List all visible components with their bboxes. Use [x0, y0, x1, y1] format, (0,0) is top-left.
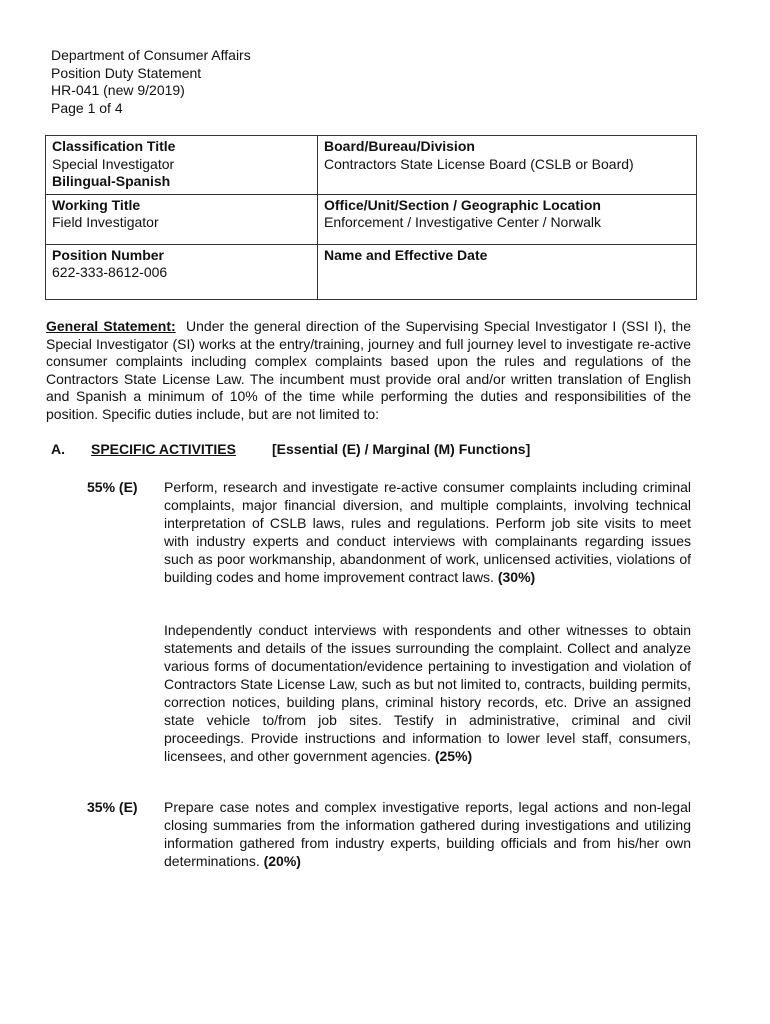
- department-name: Department of Consumer Affairs: [51, 47, 251, 63]
- office-label: Office/Unit/Section / Geographic Location: [324, 196, 601, 213]
- table-row: [46, 244, 697, 299]
- position-number-value: 622-333-8612-006: [52, 264, 168, 280]
- duty-paragraph: [164, 478, 691, 586]
- duty-text: Perform, research and investigate re-active consumer complaints including criminal complaints, major financial diversion, and multiple complaints, involving technical interpretation of CSLB laws, rules and regulations. Perform job site visits to meet with industry experts and conduct interviews with complainants regarding issues such as poor workmanship, abandonment of work, unlicensed activities, violations of building codes and home improvement contract laws.: [164, 479, 691, 585]
- working-title-cell: [46, 194, 318, 244]
- classification-label: Classification Title: [52, 138, 176, 154]
- classification-value: Special Investigator: [52, 155, 175, 172]
- position-info-table: [45, 135, 697, 300]
- duty-text: Prepare case notes and complex investigative reports, legal actions and non-legal closing summaries from the information gathered during investigations and utilizing information gathered from industry experts, building officials and from his/her own determinations.: [164, 799, 691, 869]
- office-cell: [318, 194, 697, 244]
- duty-paragraph: [164, 798, 691, 870]
- duty-percent: 35% (E): [87, 799, 138, 815]
- duty-paragraph: [164, 621, 691, 765]
- table-row: [46, 194, 697, 244]
- general-statement: [46, 318, 691, 423]
- table-row: [46, 136, 697, 195]
- position-number-label: Position Number: [52, 246, 165, 263]
- duty-share: (30%): [497, 569, 536, 585]
- duty-text: Independently conduct interviews with respondents and other witnesses to obtain statements and details of the issues surrounding the complaint. Collect and analyze various forms of documentation/evidence pertaining to investigation and violation of Contractors State License Law, such as but not limited to, contracts, building permits, correction notices, building plans, criminal history records, etc. Drive an assigned state vehicle to/from job sites. Testify in administrative, criminal and civil proceedings. Provide instructions and information to lower level staff, consumers, licensees, and other government agencies.: [164, 622, 691, 764]
- general-statement-text: Under the general direction of the Supervising Special Investigator I (SSI I), the Special Investigator (SI) works at the entry/training, journey and full journey level to investigate re-active consumer complaints including complex complaints based upon the rules and regulations of the Contractors State License Law. The incumbent must provide oral and/or written translation of English and Spanish a minimum of 10% of the time while performing the duties and responsibilities of the position. Specific duties include, but are not limited to:: [46, 318, 691, 422]
- name-date-label: Name and Effective Date: [324, 246, 488, 263]
- document-header: [51, 47, 251, 117]
- classification-cell: [46, 136, 318, 195]
- office-value: Enforcement / Investigative Center / Norwalk: [324, 214, 602, 230]
- name-date-cell: [318, 244, 697, 299]
- classification-extra: Bilingual-Spanish: [52, 173, 171, 189]
- section-subtitle: [Essential (E) / Marginal (M) Functions]: [272, 441, 531, 457]
- board-value: Contractors State License Board (CSLB or Board): [324, 155, 634, 172]
- general-statement-label: General Statement:: [46, 318, 176, 334]
- working-title-value: Field Investigator: [52, 214, 159, 230]
- page-number: Page 1 of 4: [51, 99, 123, 116]
- section-letter: A.: [51, 441, 65, 457]
- working-title-label: Working Title: [52, 196, 141, 213]
- section-title: SPECIFIC ACTIVITIES: [91, 441, 236, 457]
- board-cell: [318, 136, 697, 195]
- duty-percent: 55% (E): [87, 479, 138, 495]
- board-label: Board/Bureau/Division: [324, 138, 475, 154]
- document-type: Position Duty Statement: [51, 64, 202, 81]
- duty-share: (20%): [263, 853, 301, 869]
- form-id: HR-041 (new 9/2019): [51, 82, 185, 98]
- position-number-cell: [46, 244, 318, 299]
- duty-share: (25%): [434, 748, 473, 764]
